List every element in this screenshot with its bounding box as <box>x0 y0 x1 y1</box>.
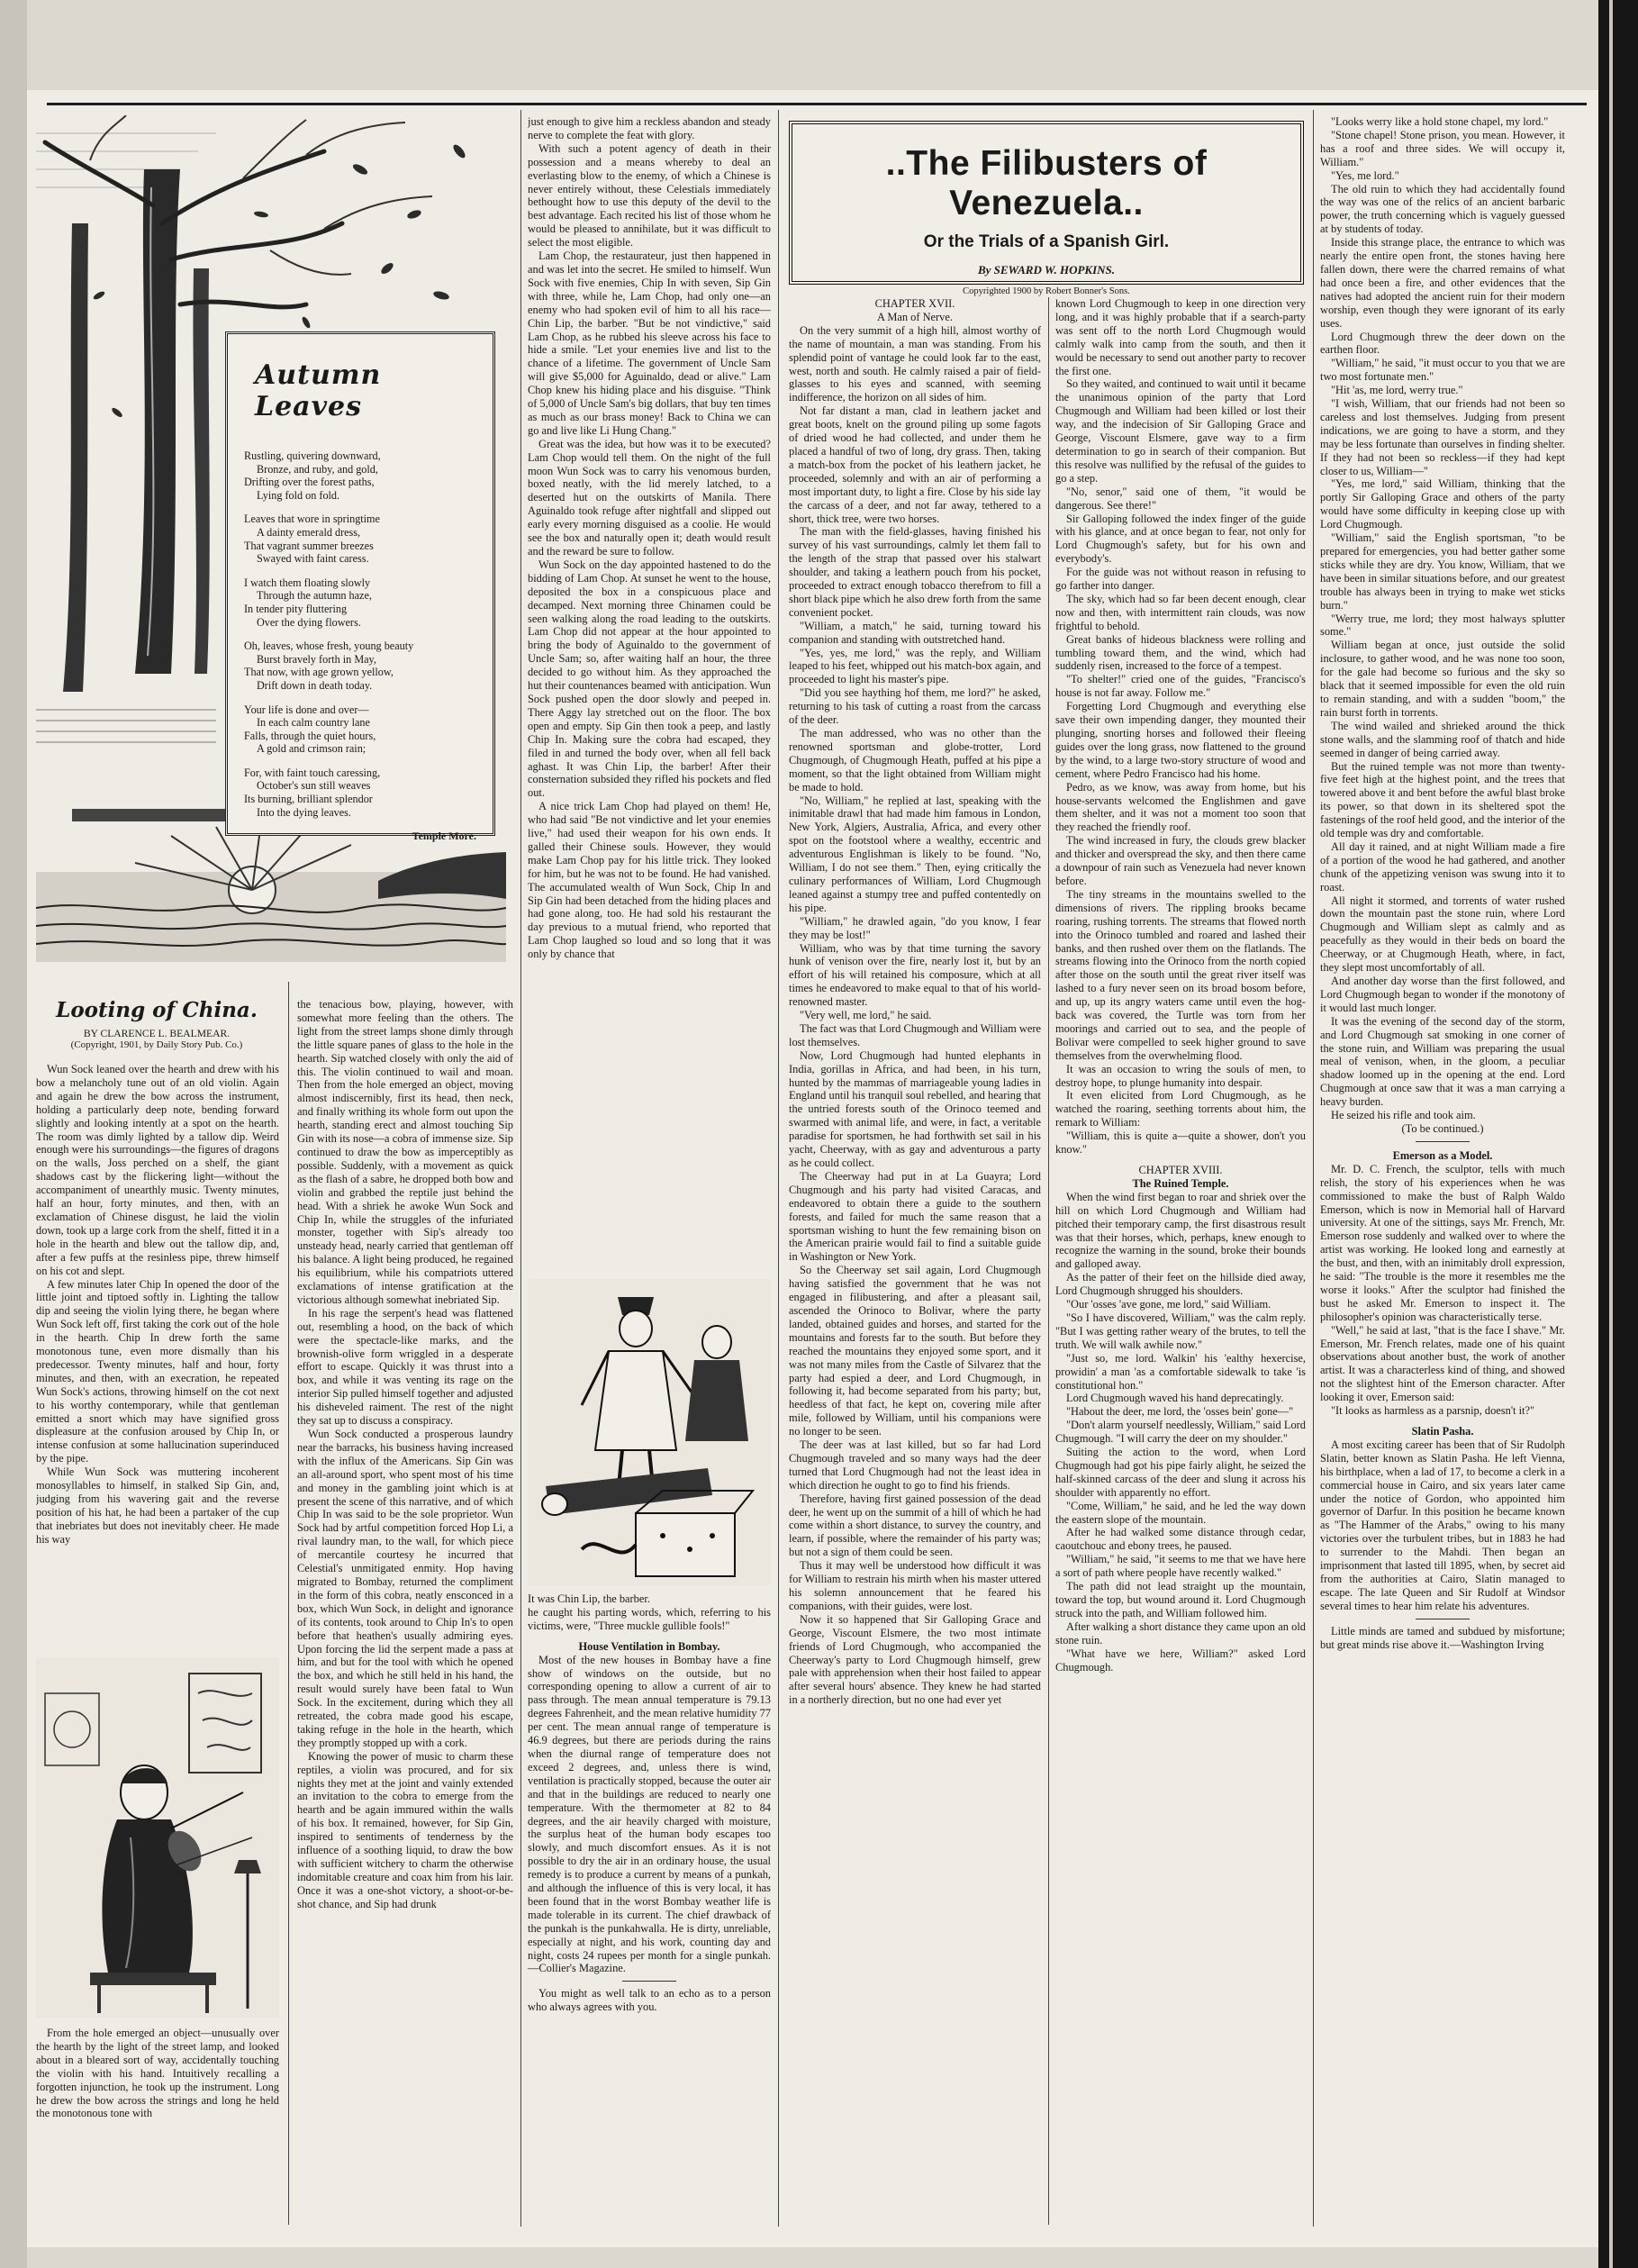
serial-copyright: Copyrighted 1900 by Robert Bonner's Sons. <box>963 286 1130 296</box>
paragraph: Wun Sock leaned over the hearth and drew with his bow a melancholy tune out of an old violin. Again and again he drew the bow across the instrument, holding a particularly deep note, bending forward slightly and looking intently at a spot on the hearth. The room was dimly lighted by a tallow dip. Weird enough were his surroundings—the figures of dragons on the walls, Joss perched on a shelf, the giant shadows cast by the flickering light—without the accompaniment of unearthly music. Twenty minutes, half an hour, forty minutes, and then, with an exclamation of Chinese disgust, he laid the violin down, took up a large cork from the shelf, fitted it in a hole in the hearth and blew out the tallow dip, and, after a few puffs at the resinless pipe, threw himself on his cot and slept. <box>36 1063 279 1277</box>
paragraph: "Looks werry like a hold stone chapel, my lord." <box>1331 115 1549 128</box>
column-rule <box>1313 110 1314 2227</box>
scan-margin-left <box>0 0 27 2268</box>
paragraph: He seized his rifle and took aim. <box>1331 1109 1476 1122</box>
paragraph: "No, William," he replied at last, speaking with the inimitable drawl that had made him famous in London, New York, Algiers, Australia, Africa, and every other spot on the footstool where a wealthy, eccentric and adventurous Englishman is likely to be found. "No, William, I do not see them." Then, eying critically the culinary performances of William, Lord Chugmough leaned against a stumpy tree and puffed contentedly on his pipe. <box>789 794 1041 914</box>
looting-column-2 <box>297 998 513 2236</box>
paragraph: While Wun Sock was muttering incoherent monosyllables to himself, in stalked Sip Gin, and, judging from his wavering gait and the reverse position of his hat, he had been a partaker of the cup that inebriates but does not inevitably cheer. He made his way <box>36 1465 279 1546</box>
paragraph: Suiting the action to the word, when Lord Chugmough had got his pipe fairly alight, he seized the half-skinned carcass of the deer and slung it across his shoulder with apparently no effort. <box>1055 1446 1306 1499</box>
paragraph: "Come, William," he said, and he led the way down the eastern slope of the mountain. <box>1055 1499 1306 1526</box>
serial-title: ..The Filibusters of Venezuela.. <box>885 144 1208 222</box>
scan-margin-right <box>1598 0 1638 2268</box>
paragraph: "William," he said, "it seems to me that we have here a sort of path where people have recently walked." <box>1055 1553 1306 1580</box>
paragraph: It was an occasion to wring the souls of men, to destroy hope, to plunge humanity into despair. <box>1055 1062 1306 1089</box>
poem-stanza: I watch them floating slowly Through the autumn haze, In tender pity fluttering Over the dying flowers. <box>244 576 372 629</box>
autumn-leaves-illustration <box>36 115 506 962</box>
story-byline: BY CLARENCE L. BEALMEAR. <box>83 1028 231 1039</box>
story-title: Looting of China. <box>56 998 258 1022</box>
filibusters-column-3 <box>1320 115 1565 2236</box>
scan-margin-top <box>0 0 1638 90</box>
paragraph: "Yes, me lord." <box>1331 168 1399 182</box>
paragraph: Therefore, having first gained possession of the dead deer, he went up on the summit of a hill of which he had come within a short distance, to survey the country, and learn, if possible, where the remainder of his party was; but not a sign of them could be seen. <box>789 1492 1041 1559</box>
filibusters-column-1 <box>789 297 1041 2234</box>
paragraph: The wind wailed and shrieked around the thick stone walls, and the slamming roof of thatch and hide seemed in danger of being carried away. <box>1320 719 1565 759</box>
paragraph: "Hit 'as, me lord, werry true." <box>1331 384 1463 397</box>
slatin-heading: Slatin Pasha. <box>1411 1425 1474 1438</box>
paragraph: All day it rained, and at night William made a fire of a portion of the wood he had gathered, and another chunk of the appetizing venison was swung into it to roast. <box>1320 839 1565 894</box>
looting-column-1 <box>36 1063 279 1648</box>
paragraph: Wun Sock on the day appointed hastened to do the bidding of Lam Chop. At sunset he went to the house, deposited the box in a conspicuous place and decamped. Next morning three Chinamen could be seen walking along the road leading to the outskirts. Lam Chop did not appear at the hour appointed to bring the body of Aguinaldo to the government of Uncle Sam; so, after waiting half an hour, the three decided to go without him. As they approached the hut their countenances beamed with anticipation. Wun Sock pushed open the door slowly and peeped in. There Aggy lay stretched out on the floor. The box open and empty. Sip Gin then took a peep, and lastly Chip In. Making sure the cobra had escaped, they filed in and turned the body over, when all fell back aghast. It was Chin Lip, the barber! After their consternation subsided they rifled his pockets and fled out. <box>528 558 771 800</box>
column-rule <box>288 982 289 2225</box>
paragraph: It even elicited from Lord Chugmough, as he watched the roaring, seething torrents about him, the remark to William: <box>1055 1089 1306 1129</box>
paragraph: "Werry true, me lord; they most halways splutter some." <box>1320 612 1565 639</box>
paragraph: "Just so, me lord. Walkin' his 'ealthy hexercise, prowidin' a man 'as a comfortable sidewalk to take 'is constitutional hon." <box>1055 1351 1306 1392</box>
paragraph: Great was the idea, but how was it to be executed? Lam Chop would tell them. On the night of the full moon Wun Sock was to carry his venomous burden, boxed neatly, with the lid merely latched, to a deserted hut on the outskirts of Manila. There Aguinaldo took refuge after nightfall and slipped out early every morning disguised as a coolie. He would see the box and naturally open it; death would result and the reward be sure to follow. <box>528 437 771 558</box>
paragraph: "So I have discovered, William," was the calm reply. "But I was getting rather weary of the brutes, to tell the truth. We will walk awhile now." <box>1055 1311 1306 1351</box>
paragraph: "William," he drawled again, "do you know, I fear they may be lost!" <box>789 914 1041 941</box>
to-be-continued: (To be continued.) <box>1401 1121 1484 1135</box>
chapter-heading: CHAPTER XVII. <box>874 297 955 310</box>
paragraph: The man with the field-glasses, having finished his survey of his vast surroundings, calmly let them fall to the length of the strap that passed over his stalwart shoulder, and taking a leathern pouch from his pocket, proceeded to extract enough tobacco therefrom to fill a short black pipe which he also drew forth from the same convenient pocket. <box>789 525 1041 619</box>
filibusters-title-box <box>789 121 1304 296</box>
paragraph: "Yes, yes, me lord," was the reply, and William leaped to his feet, whipped out his match-box again, and proceeded to light his master's pipe. <box>789 646 1041 686</box>
paragraph: Knowing the power of music to charm these reptiles, a violin was procured, and for six nights they met at the joint and vainly extended an invitation to the cobra to emerge from the hearth and be again immured within the walls of his box. It remained, however, for Sip Gin, inspired to sentiments of tenderness by the influence of a soothing liquid, to draw the bow with sufficient witchery to charm the otherwise indomitable creature and coax him from his lair. Once it was a one-shot victory, a shoot-or-be-shot chance, and Sip had drunk <box>297 1749 513 1910</box>
paragraph: The wind increased in fury, the clouds grew blacker and thicker and overspread the sky, and then there came a downpour of rain such as Venezuela had never known before. <box>1055 834 1306 887</box>
paragraph: "Our 'osses 'ave gone, me lord," said William. <box>1066 1298 1271 1311</box>
poem-author: Temple More. <box>412 830 476 843</box>
paragraph: After walking a short distance they came upon an old stone ruin. <box>1055 1619 1306 1647</box>
column-rule <box>778 110 779 2227</box>
poem-stanza: Your life is done and over— In each calm country lane Falls, through the quiet hours, A gold and crimson rain; <box>244 703 376 756</box>
paragraph: Thus it may well be understood how difficult it was for William to restrain his mirth when his master uttered his solemn announcement that he feared his companions, with their guides, were lost. <box>789 1559 1041 1612</box>
paragraph: The man addressed, who was no other than the renowned sportsman and globe-trotter, Lord Chugmough, of Chugmough Heath, puffed at his pipe a moment, so that the light obtained from William might be made to hold. <box>789 727 1041 794</box>
paragraph: "William," he said, "it must occur to you that we are two most fortunate men." <box>1320 357 1565 384</box>
story-copyright: (Copyright, 1901, by Daily Story Pub. Co.) <box>70 1039 243 1050</box>
looting-column-3-bottom <box>528 1592 771 2234</box>
paragraph: "William," said the English sportsman, "to be prepared for emergencies, you had better gather some sticks while they are dry. You know, William, that we have been in similar situations before, and our greatest trouble has always been in trying to make wet sticks burn." <box>1320 531 1565 612</box>
chapter-heading: CHAPTER XVIII. <box>1138 1164 1223 1176</box>
paragraph: Lord Chugmough waved his hand deprecatingly. <box>1066 1392 1284 1405</box>
illustration-caption: It was Chin Lip, the barber. <box>528 1592 650 1605</box>
poem-stanza: Leaves that wore in springtime A dainty emerald dress, That vagrant summer breezes Swayed with faint caress. <box>244 513 380 566</box>
paragraph: Lam Chop, the restaurateur, just then happened in and was let into the secret. He smiled to himself. Wun Sock with five enemies, Chip In with seven, Sip Gin with three, while he, Lam Chop, had only one—an enemy who had spoken evil of him to all his race—Chin Lip, the barber. "But be not vindictive," said Lam Chop, as he rubbed his sleeve across his face to hide a smile. "Let your enemies live and list to the chance of a lifetime. The government of Uncle Sam will give $5,000 for Aguinaldo, dead or alive." Lam Chop knew his hiding place and his disguise. "Think of 5,000 of Uncle Sam's big dollars, that buy ten times as much as our brass money! Back to China we can go and live like Li Hung Chang." <box>528 249 771 437</box>
paragraph: Forgetting Lord Chugmough and everything else save their own impending danger, they mounted their plunging, snorting horses and followed their fleeing guides over the long grass, now flattened to the ground by the wind, to a large two-story structure of wood and cement, where Pedro Francisco had his home. <box>1055 700 1306 780</box>
paragraph: On the very summit of a high hill, almost worthy of the name of mountain, a man was standing. From his splendid point of vantage he could look far to the east, west, north and south. He calmly raised a pair of field-glasses to his eyes and scanned, with seeming indifference, the horizon on all sides of him. <box>789 323 1041 404</box>
chapter-title: The Ruined Temple. <box>1132 1176 1229 1190</box>
paragraph: William began at once, just outside the solid inclosure, to gather wood, and he was none too soon, for the gale had become so furious and the sky so black that it seemed impossible for even the old ruin to remain standing, and with a sudden "boom," the rain burst forth in torrents. <box>1320 639 1565 719</box>
paragraph: Now it so happened that Sir Galloping Grace and George, Viscount Elsmere, the two most intimate friends of Lord Chugmough, who accompanied the Cheerway's party to Lord Chugmough himself, grew pale with apprehension when their host failed to appear after several hours' absence. They knew he had started in a northerly direction, but no one had ever yet <box>789 1612 1041 1707</box>
ventilation-heading: House Ventilation in Bombay. <box>578 1639 720 1653</box>
violin-player-illustration <box>36 1657 279 2018</box>
paragraph: As the patter of their feet on the hillside died away, Lord Chugmough shrugged his shoulders. <box>1055 1271 1306 1298</box>
column-rule <box>1048 297 1049 2225</box>
paragraph: "To shelter!" cried one of the guides, "Francisco's house is not far away. Follow me." <box>1055 673 1306 700</box>
looting-column-1-bottom <box>36 2027 279 2234</box>
paragraph: "Did you see haything hof them, me lord?" he asked, returning to his task of cutting a roast from the carcass of the deer. <box>789 686 1041 727</box>
paragraph: It was the evening of the second day of the storm, and Lord Chugmough sat smoking in one corner of the stone ruin, and William was preparing the usual meal of venison, when, in the gloom, a peculiar shadow loomed up in the opening at the end. Lord Chugmough at once saw that it was a man carrying a heavy burden. <box>1320 1014 1565 1109</box>
paragraph: "Don't alarm yourself needlessly, William," said Lord Chugmough. "I will carry the deer on my shoulder." <box>1055 1419 1306 1446</box>
poem-title: Autumn Leaves <box>255 359 382 422</box>
paragraph: So they waited, and continued to wait until it became the unanimous opinion of the party that Lord Chugmough and William had been killed or lost their way, and the indecision of Sir Galloping Grace and George, Viscount Elsmere, gave way to a firm determination to go in search of their companion. But this resolve was nullified by the refusal of the guides to go a step. <box>1055 377 1306 485</box>
paragraph: The sky, which had so far been decent enough, clear now and then, with intermittent rain clouds, was now frightful to behold. <box>1055 592 1306 632</box>
paragraph: "It looks as harmless as a parsnip, doesn't it?" <box>1331 1404 1535 1418</box>
poem-stanza: For, with faint touch caressing, October's sun still weaves Its burning, brilliant splendor Into the dying leaves. <box>244 766 381 819</box>
paragraph: The old ruin to which they had accidentally found the way was one of the relics of an ancient barbaric power, the truth concerning which is vaguely guessed at by students of today. <box>1320 182 1565 236</box>
paragraph: "I wish, William, that our friends had not been so careless and lost themselves. Judging from present indications, we are going to have a storm, and they may be less fortunate than ourselves in finding shelter. If they had not been so reckless—if they had kept closer to us, William—" <box>1320 397 1565 477</box>
paragraph: Lord Chugmough threw the deer down on the earthen floor. <box>1320 330 1565 357</box>
paragraph: All night it stormed, and torrents of water rushed down the mountain past the stone ruin, where Lord Chugmough and William slept as calmly and as peacefully as they would in their beds on board the Cheerway, or at Chugmough Heath, where, in fact, they slept most uncomfortably of all. <box>1320 894 1565 975</box>
paragraph: "Very well, me lord," he said. <box>800 1009 932 1022</box>
paragraph: Great banks of hideous blackness were rolling and tumbling toward them, and the wind, which had suddenly risen, increased to the force of a tempest. <box>1055 632 1306 673</box>
autumn-leaves-poem-box <box>225 331 495 843</box>
paragraph: the tenacious bow, playing, however, with somewhat more feeling than the others. The light from the street lamps shone dimly through the little square panes of glass to the hole in the hearth. Sip watched closely with only the aid of this. The violin continued to wail and moan. Then from the hole emerged an object, moving almost indiscernibly, first its head, then neck, and finally writhing its whole form out upon the hearth, standing erect and almost touching Sip Gin with its nose—a cobra of immense size. Sip continued to draw the bow as imperceptibly as possible. Suddenly, with a movement as quick as the flash of a sabre, he dropped both bow and violin and grabbed the reptile just behind the head. With a shriek he awoke Wun Sock and Chip In, while the struggles of the infuriated monster, together with Sip's already too unsteady head, nearly carried that gentleman off his balance. A light being produced, he regained his equilibrium, while his compatriots uttered exclamations of intense gratification at the victorious although somewhat inebriated Sip. <box>297 998 513 1306</box>
emerson-heading: Emerson as a Model. <box>1392 1148 1493 1162</box>
paragraph: The tiny streams in the mountains swelled to the dimensions of rivers. The rippling brooks became roaring, rushing torrents. The streams that flowed north into the Orinoco tumbled and roared and lashed their banks, and then rushed over them on the flatlands. The streams flowing into the Orinoco from the north copied after those on the south until the great river itself was lashed to a fury never seen on its broad bosom before, and up, up its angry waters came until even the hog-back was covered, the Turtle was torn from her moorings and carried out to sea, and the people of Bolivar were compelled to seek higher ground to save themselves from the overwhelming flood. <box>1055 887 1306 1062</box>
paragraph: Pedro, as we know, was away from home, but his house-servants welcomed the Englishmen and gave them shelter, and it was not a moment too soon that they reached the friendly roof. <box>1055 780 1306 834</box>
paragraph: Wun Sock conducted a prosperous laundry near the barracks, his business having increased with the influx of the Americans. Sip Gin was an all-around sport, who spent most of his time and money in the gambling joint which is at present the scene of this narrative, and of which Chip In was said to be the sole proprietor. Wun Sock had by artful competition forced Hop Li, a rival laundry man, to the wall, for which piece of mercantile courtesy he incurred that Celestial's unmitigated enmity. Hop having migrated to Bombay, returned the compliment in the form of this cobra, neatly ensconced in a box, which Wun Sock, in delight and ignorance of its contents, took around to Chip In's to open before that heathen's usually admiring eyes. Upon forcing the lid the serpent made a pass at him, and but for the tool with which he opened the box, and which he still held in his hand, the result would surely have been fatal to Wun Sock. In the excitement, during which they all retreated, the cobra made good his escape, taking refuge in the hole in the hearth, which they promptly stopped up with a cork. <box>297 1428 513 1749</box>
paragraph: Not far distant a man, clad in leathern jacket and great boots, knelt on the ground piling up some fagots of dried wood he had collected, and under them he placed a handful of two of long, dry grass. Then, taking a match-box from the pocket of his leathern jacket, he proceeded, solemnly and with an air of performing a most important duty, to light a fire. Close by his side lay the carcass of a deer, and not far away, tethered to a short, thick tree, were two horses. <box>789 404 1041 525</box>
paragraph: "Well," he said at last, "that is the face I shave." Mr. Emerson, Mr. French relates, made one of his quaint observations about another bust, the work of another artist. It was a characterless kind of thing, and showed not the slightest hint of the Emerson character. After looking it over, Emerson said: <box>1320 1323 1565 1404</box>
header-rule <box>47 103 1587 105</box>
looting-of-china-heading <box>36 998 277 1050</box>
barber-dead-illustration <box>528 1279 771 1585</box>
paragraph: "Yes, me lord," said William, thinking that the portly Sir Galloping Grace and others of the party would have some difficulty in keeping close up with Lord Chugmough. <box>1320 477 1565 531</box>
paragraph: "William, this is quite a—quite a shower, don't you know." <box>1055 1129 1306 1157</box>
irving-quote: Little minds are tamed and subdued by misfortune; but great minds rise above it.—Washington Irving <box>1320 1624 1565 1651</box>
paragraph: known Lord Chugmough to keep in one direction very long, and it was highly probable that if a search-party was sent off to the north Lord Chugmough would calmly walk into camp from the south, and then it would be necessary to send out another party to recover the first one. <box>1055 297 1306 377</box>
paragraph: A few minutes later Chip In opened the door of the little joint and tiptoed softly in. Lighting the tallow dip and seeing the violin lying there, he began where Wun Sock left off, first taking the cork out of the hole in the hearth. Chip In drew forth the same monotonous tune, even more dismally than his predecessor. Twenty minutes, half and hour, forty minutes, and then, with an execration, he repeated Wun Sock's actions, throwing himself on the cot next to his worthy contemporary, while that gentleman emitted a snort which may have signified gross displeasure at the confusion aroused by Chip In, or intense confusion at some hallucination superinduced by the pipe. <box>36 1277 279 1465</box>
poem-stanza: Rustling, quivering downward, Bronze, and ruby, and gold, Drifting over the forest paths, Lying fold on fold. <box>244 449 381 502</box>
filibusters-column-2 <box>1055 297 1306 2234</box>
paragraph: A most exciting career has been that of Sir Rudolph Slatin, better known as Slatin Pasha. He left Vienna, his birthplace, when a lad of 17, to become a clerk in a commercial house in Cairo, and six years later came under the notice of Gordon, who appointed him governor of Darfur. In this position he became known as "The Hammer of the Arabs," owing to his many victories over the turbulent tribes, but in 1883 he had to surrender to the Mahdi. Then began an imprisonment that lasted till 1895, when, by secret aid from the authorities at Cairo, Slatin managed to escape. The late Queen and Sir Rudolf at Windsor several times to hear him relate his adventures. <box>1320 1438 1565 1612</box>
paragraph: After he had walked some distance through cedar, caoutchouc and ebony trees, he paused. <box>1055 1526 1306 1553</box>
filler-quote: You might as well talk to an echo as to a person who always agrees with you. <box>528 1987 771 2014</box>
paragraph: When the wind first began to roar and shriek over the hill on which Lord Chugmough and William had pitched their temporary camp, the first disastrous result was that their horses, which, perhaps, knew enough to recognize the warning in the sound, broke their bounds and galloped away. <box>1055 1190 1306 1271</box>
paragraph: Sir Galloping followed the index finger of the guide with his glance, and at once began to fear, not only for Lord Chugmough's safety, but for his own and everybody's. <box>1055 512 1306 566</box>
paragraph: The deer was at last killed, but so far had Lord Chugmough traveled and so many ways had the deer turned that Lord Chugmough had not the least idea in which direction he ought to go to find his friends. <box>789 1438 1041 1492</box>
serial-author: By SEWARD W. HOPKINS. <box>977 263 1116 277</box>
paragraph: "Stone chapel! Stone prison, you mean. However, it has a roof and three sides. We will occupy it, William." <box>1320 128 1565 168</box>
paragraph: "Habout the deer, me lord, the 'osses bein' gone—" <box>1066 1405 1294 1419</box>
paragraph: For the guide was not without reason in refusing to go farther into danger. <box>1055 566 1306 593</box>
paragraph: The fact was that Lord Chugmough and William were lost themselves. <box>789 1021 1041 1048</box>
column-rule <box>520 110 521 2227</box>
serial-subtitle: Or the Trials of a Spanish Girl. <box>923 232 1170 251</box>
paragraph: From the hole emerged an object—unusually over the hearth by the light of the street lamp, and looked about in a bleared sort of way, accidentally touching the violin with his hand. Intuitively recalling a forgotten injunction, he took up the instrument. Long he drew the bow across the strings and long he held the monotonous tone with <box>36 2027 279 2120</box>
paragraph: The Cheerway had put in at La Guayra; Lord Chugmough and his party had visited Caracas, and endeavored to obtain there a guide to the southern forests, and failed for much the same reason that a sportsman wishing to hunt the few remaining bison on the American prairie would fail to find a suitable guide in Washington or New York. <box>789 1169 1041 1264</box>
paragraph: Now, Lord Chugmough had hunted elephants in India, gorillas in Africa, and had been, in his turn, hunted by the mammas of marriageable young ladies in England until his tranquil soul rebelled, and hearing that the untried forests south of the Orinoco teemed and swarmed with animal life, and were, in fact, a veritable paradise for sportsmen, he had forthwith set sail in his yacht, Cheerway, with as gay and adventurous a party as he could collect. <box>789 1048 1041 1169</box>
chapter-title: A Man of Nerve. <box>877 310 953 323</box>
paragraph: In his rage the serpent's head was flattened out, resembling a hood, on the back of which were the spectacle-like marks, and the brownish-olive form wriggled in a desperate effort to escape. Quickly it was thrust into a box, and while it was venting its rage on the interior Sip pulled himself together and adjusted his disheveled raiment. The rest of the night they sat up to discuss a conspiracy. <box>297 1306 513 1428</box>
poem-stanza: Oh, leaves, whose fresh, young beauty Burst bravely forth in May, That now, with age grown yellow, Drift down in death today. <box>244 640 414 692</box>
paragraph: Inside this strange place, the entrance to which was nearly the entire open front, the stones having here fallen down, there were the charred remains of what had once been a fire, and other evidences that the natives had adopted the ancient ruin for their modern worship, even though they were ignorant of its early uses. <box>1320 236 1565 330</box>
paragraph: The path did not lead straight up the mountain, toward the top, but wound around it. Lord Chugmough struck into the path, and William followed him. <box>1055 1580 1306 1619</box>
paragraph: "William, a match," he said, turning toward his companion and standing with outstretched hand. <box>789 619 1041 646</box>
paragraph: Mr. D. C. French, the sculptor, tells with much relish, the story of his experiences when he was commissioned to make the bust of Ralph Waldo Emerson, which is now in Memorial hall of Harvard university. At one of the sittings, says Mr. French, Mr. Emerson rose suddenly and walked over to where the artist was working. He looked long and earnestly at the bust, and then, with an inimitably droll expression, he said: "The trouble is the more it resembles me the worse it looks." After the sculptor had finished the bust he asked Mr. Emerson to inspect it. The philosopher's opinion was characteristically terse. <box>1320 1162 1565 1323</box>
paragraph: he caught his parting words, which, referring to his victims, were, "Three muckle gullible fools!" <box>528 1605 771 1632</box>
paragraph: "What have we here, William?" asked Lord Chugmough. <box>1055 1647 1306 1674</box>
paragraph: William, who was by that time turning the savory hunk of venison over the fire, nearly lost it, but by an effort of his will retained his composure, which at all times he endeavored to make equal to that of his world-renowned master. <box>789 941 1041 1009</box>
paragraph: Most of the new houses in Bombay have a fine show of windows on the outside, but no corresponding opening to allow a current of air to pass through. The mean annual temperature is 79.13 degrees Fahrenheit, and the mean relative humidity 77 per cent. The mean annual range of temperature is 46.9 degrees, but there are periods during the rains when the diurnal range of temperature does not exceed 2 degrees, and, unless there is wind, ventilation is practically stopped, because the outer air and that in the buildings are reduced to nearly one temperature. With the thermometer at 82 to 84 degrees, and the air heavily charged with moisture, the surplus heat of the human body escapes too slowly, and much discomfort ensues. As it is not possible to dry the air in an ordinary house, the usual remedy is to produce a current by means of a punkah, and although the influence of this is very local, it has been found that in the worst Bombay weather life is made tolerable in its current. The chief drawback of the punkah is the punkahwalla. He is dirty, unreliable, especially at night, and his work, counting day and night, costs 24 rupees per month for a single punkah.—Collier's Magazine. <box>528 1653 771 1975</box>
paragraph: With such a potent agency of death in their possession and a means whereby to deal an everlasting blow to the enemy, of which a Chinese is never entirely without, these Celestials immediately bethought how to use this deputy of the devil to the best advantage. Each recited his list of those whom he would be pleased to annihilate, but it was difficult to select the most eligible. <box>528 141 771 249</box>
paragraph: So the Cheerway set sail again, Lord Chugmough having satisfied the government that he was not engaged in filibustering, and after a pleasant sail, ascended the Orinoco to Bolivar, where the party landed, obtained guides and horses, and started for the mountains and forests far to the south. But before they reached the mountains they enjoyed some sport, and it was not many miles from the Castle of Silvarez that the party had espied a deer, and Lord Chugmough, in following it, had become separated from his party; but, heedless of that fact, he kept on, covering mile after mile, followed by William, until his companions were no longer to be seen. <box>789 1264 1041 1438</box>
paragraph: And another day worse than the first followed, and Lord Chugmough began to wonder if the monotony of it would last much longer. <box>1320 975 1565 1014</box>
looting-column-3 <box>528 115 771 1268</box>
paragraph: But the ruined temple was not more than twenty-five feet high at the highest point, and the trees that towered above it and bent before the awful blast broke its power, so that down in its sheltered spot the fastenings of the roof held good, and the interior of the old temple was dry and comfortable. <box>1320 759 1565 840</box>
paragraph: A nice trick Lam Chop had played on them! He, who had said "Be not vindictive and let your enemies live," had used their weapon for his own ends. It galled their Chinese souls. However, they would make Lam Chop pay for his little trick. They looked for him, but he was not to be found. He had vanished. The accumulated wealth of Wun Sock, Chip In and Sip Gin had been detached from the hiding places and had gone along, too. He had sold his restaurant the day previous to a mutual friend, who reported that Lam Chop laughed so loud and so long that it was only by chance that <box>528 800 771 961</box>
paragraph: "No, senor," said one of them, "it would be dangerous. See there!" <box>1055 485 1306 512</box>
paragraph: just enough to give him a reckless abandon and steady nerve to complete the feat with glory. <box>528 115 771 141</box>
